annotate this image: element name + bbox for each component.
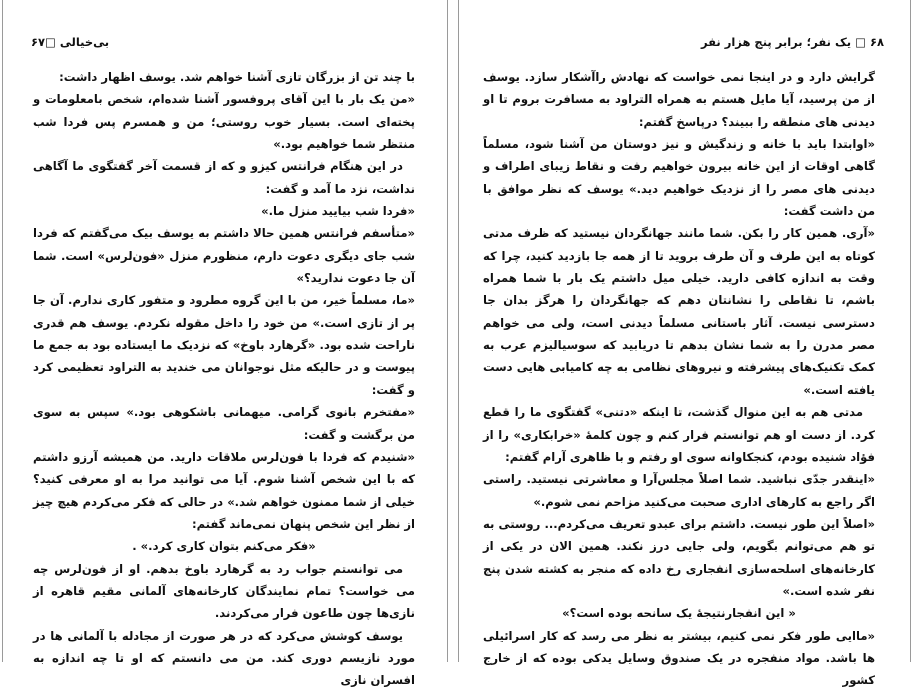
page-header <box>481 35 884 55</box>
page-number: ۶۷ <box>31 35 46 49</box>
paragraph: «اصلاً این طور نیست. داشتم برای عبدو تعریف می‌کردم... روستی به تو هم می‌توانم بگویم، ولی جایی درز نکند. همین الان در یکی از کارخانه‌های اسلحه‌سازی انفجاری رخ داده که منجر به کشته شدن پنج نفر شده است.» <box>483 516 875 598</box>
running-title-text: بی‌خیالی □ <box>45 35 110 49</box>
paragraph: «مفتخرم بانوی گرامی. میهمانی باشکوهی بود.» سپس به سوی من برگشت و گفت: <box>33 405 415 442</box>
paragraph: « این انفجارنتیجهٔ یک سانحه بوده است؟» <box>562 606 796 621</box>
book-gutter <box>448 0 458 662</box>
running-title-text: □ یک نفر؛ برابر پنج هزار نفر <box>700 35 866 49</box>
paragraph: یوسف کوشش می‌کرد که در هر صورت از مجادله با آلمانی ها در مورد نازیسم دوری کند. من می دانستم که او تا چه اندازه به افسران نازی <box>33 628 415 688</box>
page-number: ۶۸ <box>869 35 884 49</box>
paragraph: «ماایی طور فکر نمی کنیم، بیشتر به نظر می رسد که کار اسرائیلی ها باشد. مواد منفجره در یک صندوق وسایل یدکی بوده که از خارج کشور <box>483 628 875 688</box>
paragraph: در این هنگام فرانتس کیزو و که از قسمت آخر گفتگوی ما آگاهی نداشت، نزد ما آمد و گفت: <box>33 159 415 196</box>
page-body <box>483 66 875 692</box>
paragraph: «ما، مسلماً خیر، من با این گروه مطرود و متفور کاری ندارم. آن جا پر از تازی است.» من خود را داخل مقوله نکردم. یوسف هم قدری ناراحت شده بود. «گرهارد باوخ» که نزدیک ما ایستاده بود به جمع ما پیوست و در حالیکه مثل نوجوانان می خندید به التراود تعظیمی کرد و گفت: <box>33 293 415 397</box>
paragraph: «فکر می‌کنم بتوان کاری کرد.» . <box>132 539 316 554</box>
right-page <box>458 0 911 688</box>
paragraph: «شنیدم که فردا با فون‌لرس ملاقات دارید. من همیشه آرزو داشتم که با این شخص آشنا شوم. آیا می توانید مرا به او معرفی کنید؟ خیلی از شما ممنون خواهم شد.» در حالی که فکر می‌کردم هیچ چیز از نظر این شخص پنهان نمی‌ماند گفتم: <box>33 449 415 531</box>
running-title <box>701 35 884 49</box>
paragraph: «فردا شب بیایید منزل ما.» <box>261 204 415 219</box>
paragraph: «متأسفم فرانتس همین حالا داشتم به یوسف بیک می‌گفتم که فردا شب جای دیگری دعوت دارم، منظورم منزل «فون‌لرس» است. شما آن جا دعوت ندارید؟» <box>33 226 415 286</box>
paragraph: گرایش دارد و در اینجا نمی خواست که نهادش راآشکار سازد. یوسف از من پرسید، آیا مایل هستم به همراه التراود به مسافرت بروم تا او دیدنی های منطقه را ببیند؟ درپاسخ گفتم: <box>483 70 875 129</box>
running-title <box>31 35 109 49</box>
paragraph: می توانستم جواب رد به گرهارد باوخ بدهم. او از فون‌لرس چه می خواست؟ تمام نمایندگان کارخانه‌های آلمانی مقیم قاهره از نازی‌ها چون طاعون فرار می‌کردند. <box>33 561 415 621</box>
page-body <box>33 66 415 692</box>
left-page <box>2 0 448 688</box>
paragraph: با چند تن از بزرگان تازی آشنا خواهم شد. یوسف اظهار داشت: <box>59 70 415 84</box>
paragraph: «اوابتدا باید با خانه و زندگیش و نیز دوستان من آشنا شود، مسلماً گاهی اوقات از این خانه بیرون خواهیم رفت و نقاط زیبای اطراف و دیدنی های مصر را از نزدیک خواهیم دید.» یوسف که نظر موافق با من داشت گفت: <box>483 137 875 219</box>
page-header <box>31 35 419 55</box>
paragraph: «آری. همین کار را بکن. شما مانند جهانگردان نیستید که ظرف مدتی کوتاه به این طرف و آن طرف بروید تا از همه جا بازدید کنید، چرا که وقت به اندازه کافی دارید. خیلی میل داشتم یک بار با شما همراه باشم، تا نقاطی را نشانتان دهم که جهانگردان را هرگز بدان جا دسترسی نیست. آثار باستانی مسلماً دیدنی است، ولی می خواهم مصر مدرن را به شما نشان بدهم تا دریابید که سوسیالیزم عرب به کمک تکنیک‌های پیشرفته و نیروهای نظامی به چه کامیابی هایی دست یافته است.» <box>483 226 875 397</box>
paragraph: «اینقدر جدّی نباشید. شما اصلاً مجلس‌آرا و معاشرتی نیستید. راستی اگر راجع به کارهای اداری صحبت می‌کنید مزاحم نمی شوم.» <box>483 472 875 509</box>
paragraph: مدتی هم به این منوال گذشت، تا اینکه «دتنی» گفتگوی ما را قطع کرد. از دست او هم توانستم فرار کنم و چون کلمهٔ «خرابکاری» را از فؤاد شنیده بودم، کنجکاوانه سوی او رفتم و با ظاهری آرام گفتم: <box>483 405 875 464</box>
paragraph: «من یک بار با این آقای پروفسور آشنا شده‌ام، شخص بامعلومات و پخته‌ای است. بسیار خوب روستی؛ من و همسرم پس فردا شب منتظر شما خواهیم بود.» <box>33 92 415 152</box>
